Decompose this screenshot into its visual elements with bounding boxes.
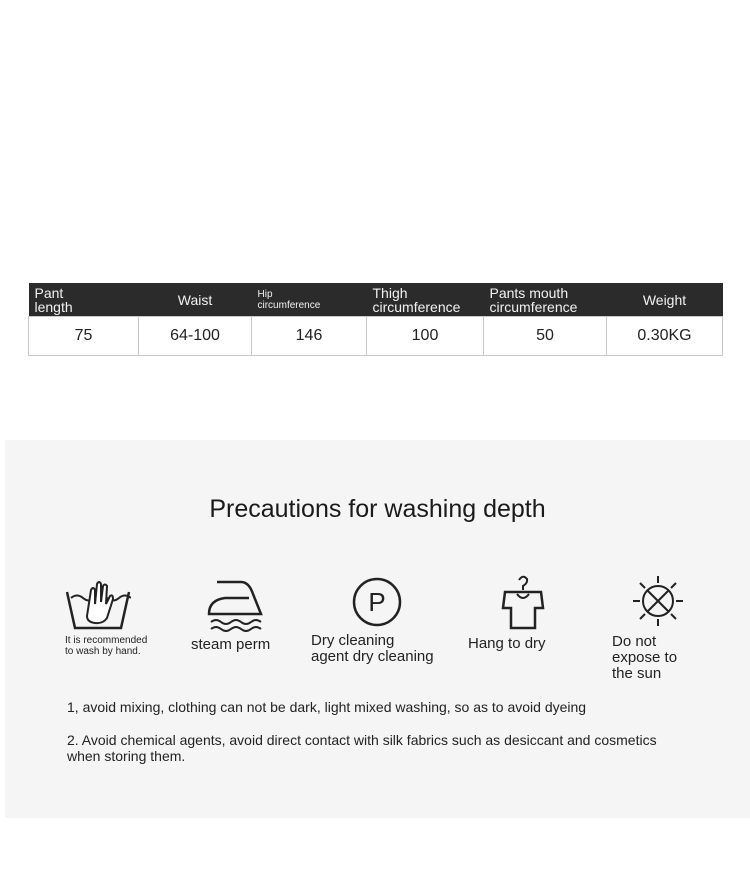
value-hip-circumference: 146 (252, 317, 367, 356)
header-thigh-circumference (367, 283, 484, 317)
header-text: circumference (489, 298, 578, 315)
care-label-hand-wash (65, 635, 147, 657)
care-label-hang-dry (468, 636, 546, 652)
care-label-steam-perm (191, 637, 270, 653)
care-item-hang-dry (497, 574, 549, 630)
care-label-line: agent dry cleaning (311, 648, 434, 665)
care-label-line: Hang to dry (468, 635, 546, 652)
value-waist: 64-100 (139, 317, 252, 356)
care-instructions-panel (5, 440, 750, 818)
value-weight: 0.30KG (607, 317, 723, 356)
header-text: Hip (257, 288, 273, 300)
no-sun-icon (631, 574, 685, 628)
care-label-line: steam perm (191, 636, 271, 653)
care-label-dry-cleaning (311, 633, 434, 665)
header-text: Thigh (372, 284, 408, 301)
care-label-line: to wash by hand. (65, 646, 141, 657)
size-table-value-row (29, 317, 723, 356)
svg-text:P: P (368, 587, 386, 617)
header-weight (607, 283, 723, 317)
header-text: length (34, 298, 73, 315)
care-label-line: Do not (612, 633, 657, 650)
size-table-header-row (29, 283, 723, 317)
iron-icon (205, 576, 267, 632)
hang-dry-icon (497, 574, 549, 630)
value-thigh-circumference: 100 (367, 317, 484, 356)
header-pants-mouth-circumference (484, 283, 607, 317)
size-table (28, 283, 723, 356)
care-label-line: Dry cleaning (311, 632, 395, 649)
care-item-hand-wash (65, 576, 131, 632)
care-item-no-sun (631, 574, 685, 628)
care-item-dry-cleaning (351, 576, 403, 628)
header-waist (139, 283, 252, 317)
header-text: Waist (177, 291, 213, 308)
care-label-no-sun (612, 634, 677, 682)
header-text: circumference (257, 299, 321, 311)
dry-clean-p-icon (351, 576, 403, 628)
header-text: Pant (34, 284, 64, 301)
care-note-1: 1, avoid mixing, clothing can not be dark, light mixed washing, so as to avoid dyeing (67, 699, 587, 715)
header-text: circumference (372, 298, 461, 315)
care-label-line: the sun (612, 665, 662, 682)
header-hip-circumference (252, 283, 367, 317)
header-text: Pants mouth (489, 284, 569, 301)
header-pant-length (29, 283, 139, 317)
care-item-steam-perm (205, 576, 267, 632)
care-label-line: It is recommended (65, 635, 148, 646)
hand-wash-icon (65, 576, 131, 632)
care-note-2: 2. Avoid chemical agents, avoid direct contact with silk fabrics such as desiccant and cosmetics when storing them. (67, 732, 657, 764)
value-pants-mouth-circumference: 50 (484, 317, 607, 356)
header-text: Weight (642, 291, 687, 308)
value-pant-length: 75 (29, 317, 139, 356)
care-label-line: expose to (612, 649, 678, 666)
care-title: Precautions for washing depth (209, 495, 546, 523)
